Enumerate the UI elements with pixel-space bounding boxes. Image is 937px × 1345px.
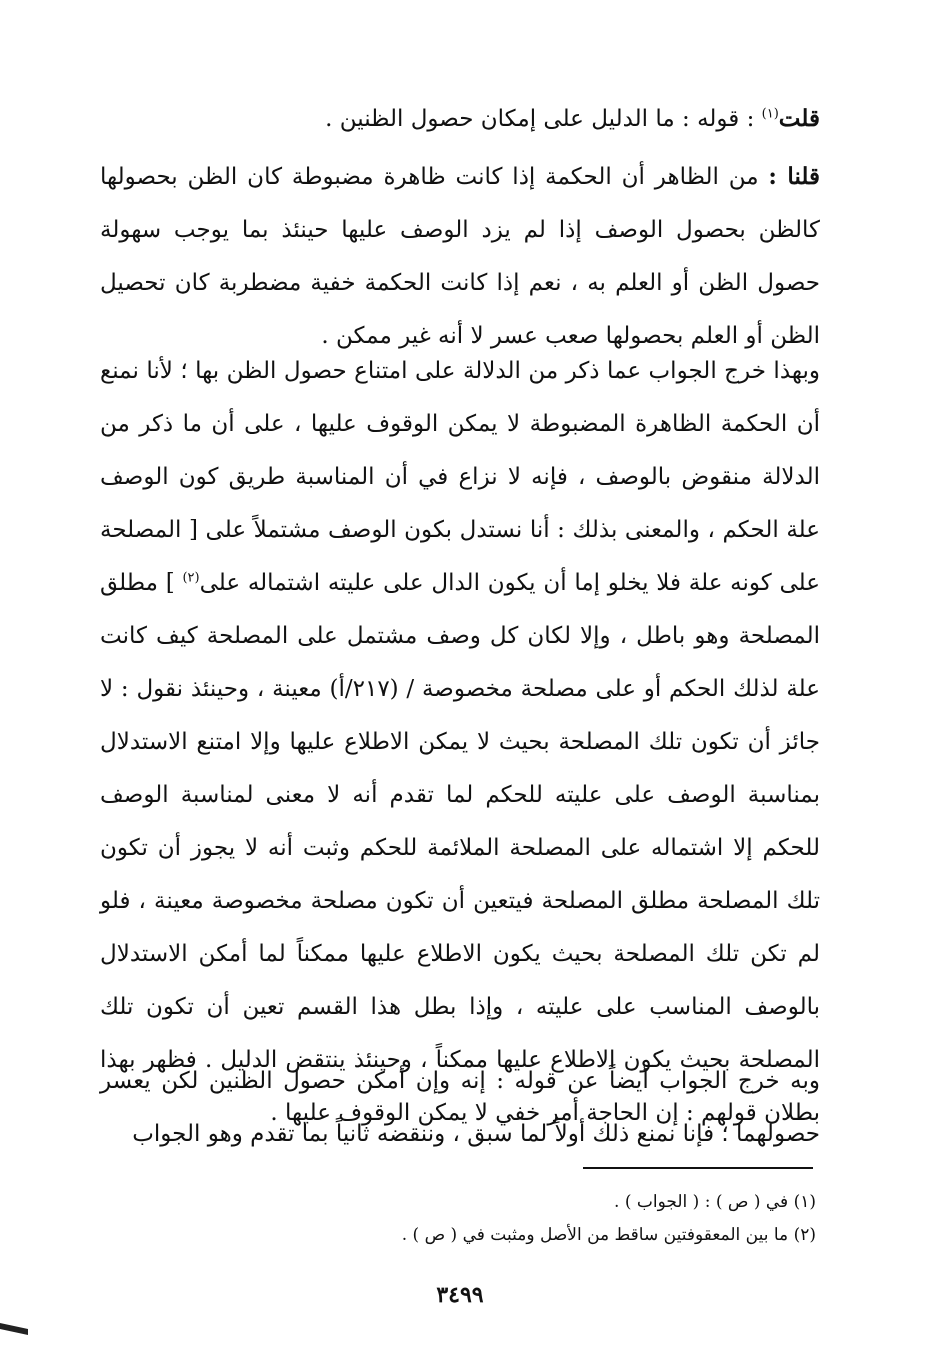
question-head: قلت [778,105,820,132]
footnote-1: (١) في ( ص ) : ( الجواب ) . [614,1192,816,1212]
footnote-marker-2: (٢) [182,570,200,586]
answer-paragraph [100,150,820,363]
page-number: ٣٤٩٩ [436,1282,484,1308]
answer-text: من الظاهر أن الحكمة إذا كانت ظاهرة مضبوطة كان الظن بحصولها كالظن بحصول الوصف إذا لم يزد الوصف عليها حينئذ بما يوجب سهولة حصول الظن أو العلم به ، نعم إذا كانت الحكمة خفية مضطربة كان تحصيل الظن أو العلم بحصولها صعب عسر لا أنه غير ممكن . [100,164,820,349]
footnote-2: (٢) ما بين المعقوفتين ساقط من الأصل ومثبت في ( ص ) . [401,1225,816,1245]
body-paragraph-3 [100,1055,820,1161]
body-paragraph-2 [100,345,820,1140]
paragraph-2-text-a: وبهذا خرج الجواب عما ذكر من الدلالة على امتناع حصول الظن بها ؛ لأنا نمنع أن الحكمة الظاهرة المضبوطة لا يمكن الوقوف عليها ، على أن ما ذكر من الدلالة منقوض بالوصف ، فإنه لا نزاع في أن المناسبة طريق كون الوصف علة الحكم ، والمعنى بذلك : أنا نستدل بكون الوصف مشتملاً على [ المصلحة على كونه علة فلا يخلو إما أن يكون الدال على عليته اشتماله على [100,358,820,596]
footnote-marker-1: (١) [761,106,779,122]
question-text: : قوله : ما الدليل على إمكان حصول الظنين . [325,106,755,132]
footnotes [100,1186,816,1252]
footnote-separator [583,1167,813,1169]
question-paragraph [100,92,820,146]
scan-edge-mark [0,1323,28,1335]
paragraph-3-text: وبه خرج الجواب أيضاً عن قوله : إنه وإن أمكن حصول الظنين لكن يعسر حصولهما ؛ فإنا نمنع ذلك أولاً لما سبق ، وننقضه ثانياً بما تقدم وهو الجواب [100,1068,820,1147]
answer-head: قلنا : [768,163,820,190]
paragraph-2-text-b: ] مطلق المصلحة وهو باطل ، وإلا لكان كل وصف مشتمل على المصلحة كيف كانت علة لذلك الحكم أو على مصلحة مخصوصة / (٢١٧/أ) معينة ، وحينئذ نقول : لا جائز أن تكون تلك المصلحة بحيث لا يمكن الاطلاع عليها وإلا امتنع الاستدلال بمناسبة الوصف على عليته للحكم لما تقدم أنه لا معنى لمناسبة الوصف للحكم إلا اشتماله على المصلحة الملائمة للحكم وثبت أنه لا يجوز أن تكون تلك المصلحة مطلق المصلحة فيتعين أن تكون مصلحة مخصوصة معينة ، فلو لم تكن تلك المصلحة بحيث يكون الاطلاع عليها ممكناً لما أمكن الاستدلال بالوصف المناسب على عليته ، وإذا بطل هذا القسم تعين أن تكون تلك المصلحة بحيث يكون الاطلاع عليها ممكناً ، وحينئذ ينتقض الدليل . فظهر بهذا بطلان قولهم : إن الحاجة أمر خفي لا يمكن الوقوف عليها . [100,570,820,1126]
